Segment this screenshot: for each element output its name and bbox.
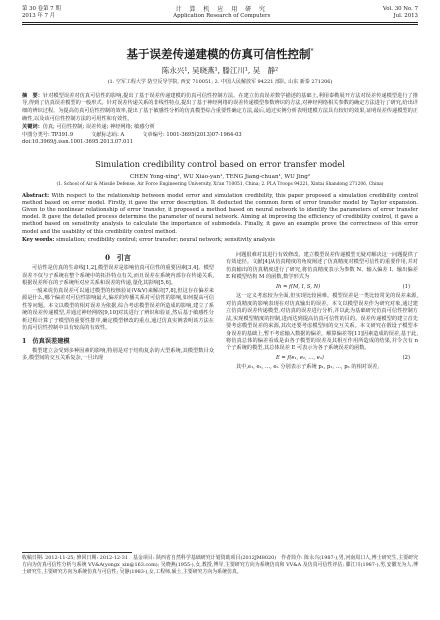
right-paragraph-2: 这一定义考虑较为全面,但实现比较困难。模型误差是一类比较常见的误差来源,对仿真精度的影响表现在对仿真输出的误差。本文以模型误差作为研究对象,通过建立仿真的误差传递模型,对仿真的误差进行分析,并以此为基础研究仿真可信性控制方法,实现模型精度的控制,进而达到提高仿真可信性的目的。误差传递模型的建立首先要考虑模型误差的来源,其次还要考虑模型间的交互关系。本文研究在假设子模型本身误差的基础上,暂不考虑输入数据的偏差。解算偏差等[11]因素造成的误差,基于此,将仿真总体的偏差看成是由各子模型的误差及其相互作用所造成的结果,并令含有 n 个子系统的模型,其总体误差 E 可表示为各子系统误差的函数。 (226, 293, 418, 352)
abstract-cn (22, 93, 418, 123)
title-text: 基于误差传递建模的仿真可信性控制 (126, 46, 311, 61)
journal-name-cn: 计 算 机 应 用 研 究 (175, 6, 269, 13)
header-right (383, 6, 418, 20)
keywords-en-label: Key words: (22, 236, 55, 243)
right-paragraph-1: 问题很难对其进行有效修改。建立模型误差传递模型无疑对解决这一问题提供了有效途径。文献[4]从仿真精度的角度阐述了仿真精度对模型可信性的重要作用,并对仿真输出的仿真精度进行了研究,将仿真精度表示为参数 N、输入偏差 I、输出偏差 E 和模型结构 M 的函数,数学形式为 (226, 252, 418, 281)
article-number: 文章编号: 1001-3695(2013)07-1964-03 (142, 131, 242, 138)
abstract-cn-text: 针对模型误差对仿真可信性的影响,提出了基于误差传递建模的仿真可信性控制方法。在建立仿真误差数学描述的基础上,利用泰勒展开方法对误差传递模型进行了推导,得到了仿真误差模型的一般形式。针对误差传递关系的非线性特点,提出了基于神经网络的误差传递模型参数辨识的方法,对神经网络相关参数的确定方法进行了研究,给出详细的辨识过程。为提高仿真可信性控制的效率,提出了基于敏感性分析的仿真模型综合重要性确定方法,最后,通过实例分析表明建模方法具有较好的效果,证明误差传递模型的正确性,以及该可信性控制方法的可用性和有效性。 (22, 92, 418, 122)
date-en: Jul. 2013 (393, 13, 418, 19)
clc-number: 中图分类号: TP391.9 (22, 131, 74, 138)
equation-1 (226, 282, 418, 293)
date-cn: 2013 年 7 月 (22, 13, 56, 19)
footnote-rule (22, 552, 132, 553)
right-paragraph-3: 其中,e₁, e₂, …, eₙ 分别表示子系统 p₁, p₂, …, pₙ 的相对误差, (236, 364, 380, 371)
keywords-en (22, 237, 418, 244)
equation-2 (226, 353, 418, 364)
document-code: 文献标志码: A (91, 131, 125, 138)
left-column (22, 252, 214, 372)
header-rule-thin (22, 24, 418, 25)
keywords-cn (22, 124, 418, 132)
abstract-en-text: With respect to the relationship between model error and simulation credibility, this paper proposed a simulation credibility control method based on error model. Firstly, it gave the error description. It deducted the common form of error transfer model by Taylor expansion. Given to the nonlinear relationship of error transfer, it proposed a method based on neural network to identify the parameters of error transfer model. It gave the detailed process determine the parameter of neural network. Aiming at improving the efficiency of credibility control, it gave a method based on sensitivity analysis to calculate the importance of submodels. Finally, it gave an example prove the correctness of this error model and the usability of this credibility control method. (22, 192, 418, 235)
intro-paragraph-1: 可信性是仿真的生命线[1,2],模型误差是影响仿真可信性的重要因素[3,4]。模型误差不仅与子系统在整个系统中的拓扑特点有关,而且误差在系统内部存在传递关系,根据误差所在的子系统所对应关系和误差的传递,量化其影响[5,6]。 (22, 265, 214, 287)
journal-name-en: Application Research of Computers (173, 13, 271, 19)
header-left (22, 6, 61, 20)
affiliation-en: (1. School of Air & Missile Defense, Air Force Engineering University, Xi'an 710051, China; 2. PLA Troops 94221, Xintai Shandong 271206, China) (56, 181, 384, 187)
right-column (226, 252, 418, 372)
classification-meta (22, 132, 418, 139)
footnote: 收稿日期: 2012-11-25; 修回日期: 2012-12-31 基金项目: 陕西省自然科学基础研究计划资助项目(2012JM8020) 作者简介: 陈永兴(1987-),男,河南周口人,博士研究生,主要研究方向为仿真可信性分析与系统 VV&A(yongx_xin@163.com); 吴晓燕(1955-),女,教授,博导,主要研究方向为系统仿真和 VV&A 及仿真可信性评估; 滕江川(1987-),男,安徽无为人,博士研究生,主要研究方向为系统仿真与可信性; 吴静(1983-),女,工程师,硕士,主要研究方向为系统仿真。 (22, 555, 418, 575)
equation-1-number: (1) (402, 283, 410, 290)
section-heading-error-modeling: 1 仿真误差建模 (22, 337, 70, 345)
header-center (173, 6, 270, 20)
authors-en: CHEN Yong-xing¹, WU Xiao-yan¹, TENG Jiang-chuan¹, WU Jing² (129, 173, 311, 180)
volume-issue-cn: 第 30 卷第 7 期 (22, 6, 61, 12)
authors-cn: 陈永兴¹, 吴晓燕¹, 滕江川¹, 吴 静² (161, 65, 279, 75)
abstract-en (22, 193, 418, 236)
abstract-cn-label: 摘 要： (22, 92, 43, 99)
body-columns (22, 252, 418, 372)
abstract-en-label: Abstract: (22, 192, 50, 199)
equation-2-body: E = f(e₁, e₂, …, eₙ) (276, 354, 324, 361)
doi: doi:10.3969/j.issn.1001-3695.2013.07.011 (22, 139, 134, 146)
running-header (22, 6, 418, 20)
keywords-cn-label: 关键词： (22, 124, 43, 131)
affiliation-cn: (1. 空军工程大学 防空反导学院, 西安 710051; 2. 中国人民解放军 94221 部队, 山东 新泰 271206) (107, 78, 333, 85)
keywords-en-text: simulation; credibility control; error transfer; neural network; sensitivity analysis (56, 236, 275, 243)
volume-issue-en: Vol. 30 No. 7 (382, 6, 418, 12)
equation-1-body: Ih = f(M, I, S, N) (276, 283, 321, 290)
section1-paragraph-1: 模型建立会受到多种因素的影响,特别是对于结构复杂的大型系统,其模型数目众多,模型间的交互关系复杂,一旦出现 (22, 348, 214, 362)
equation-2-number: (2) (402, 354, 410, 361)
section-heading-introduction: 0 引言 (105, 253, 131, 263)
header-rule (22, 22, 418, 23)
paper-title-en: Simulation credibility control based on error transfer model (95, 158, 345, 169)
paper-title (22, 45, 418, 61)
title-footnote-mark: * (310, 48, 314, 55)
keywords-cn-text: 仿真; 可信性控制; 误差传递; 神经网络; 敏感分析 (42, 124, 155, 131)
intro-paragraph-2: 一般来说仿真误差可以通过模型的校核验证(V&V)来解决[7,8],但这存在偏差来源是什么,哪个偏差对可信性影响最大,偏差的传播关系对可信性的影响,如何提高可信性等问题。本文以模型的相对误差为依据,综合考虑模型误差所造成的影响,建立了系统的误差传递模型,并通过神经网络[9,10]对其进行了辨识和验证,然后基于敏感性分析过程计算了子模型的重要性排序,确定模型修改的重点,通过仿真实例表明该方法在仿真可信性控制中具有较高的有效性。 (22, 287, 214, 332)
